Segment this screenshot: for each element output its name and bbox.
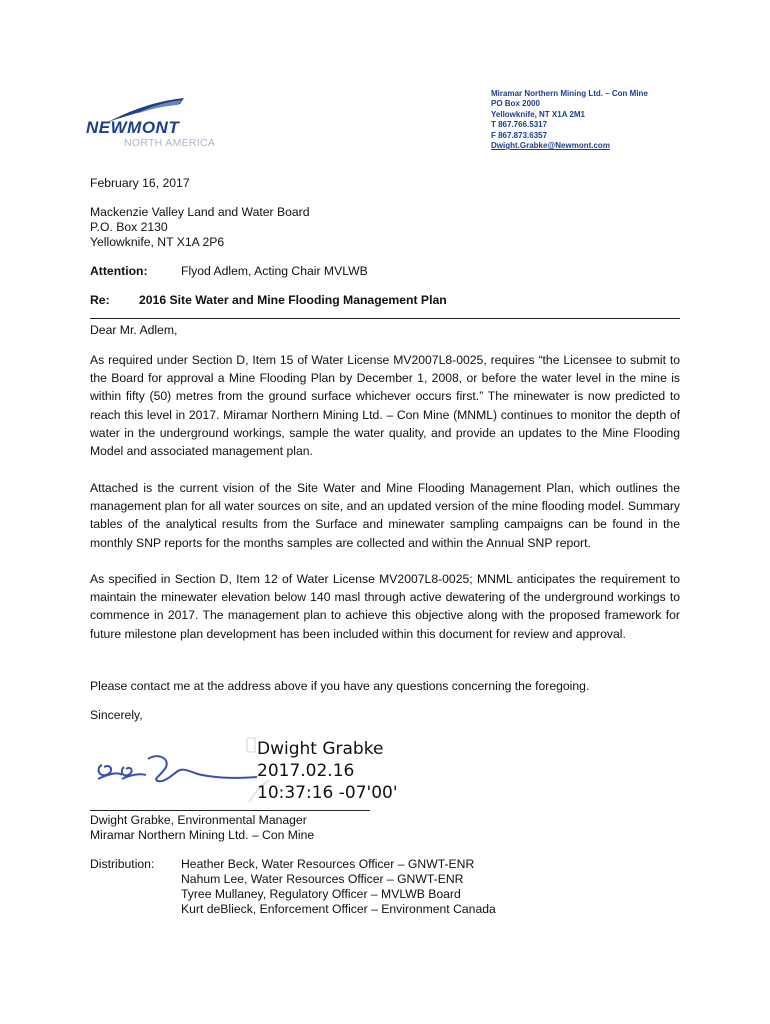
subject-line: 2016 Site Water and Mine Flooding Management Plan [139, 293, 447, 307]
recipient-line: Yellowknife, NT X1A 2P6 [90, 235, 225, 249]
recipient-line: Mackenzie Valley Land and Water Board [90, 205, 310, 219]
body-paragraph: Please contact me at the address above if you have any questions concerning the foregoing. [90, 679, 590, 693]
attention-label: Attention: [90, 264, 148, 278]
digital-signature-name: Dwight Grabke [257, 739, 384, 759]
sender-line: Yellowknife, NT X1A 2M1 [491, 109, 585, 119]
recipient-line: P.O. Box 2130 [90, 220, 168, 234]
closing: Sincerely, [90, 708, 143, 722]
distribution-item: Kurt deBlieck, Enforcement Officer – Environment Canada [181, 902, 496, 916]
sender-line: PO Box 2000 [491, 99, 540, 109]
distribution-item: Heather Beck, Water Resources Officer – GNWT-ENR [181, 857, 475, 871]
attention-value: Flyod Adlem, Acting Chair MVLWB [181, 264, 368, 278]
distribution-label: Distribution: [90, 857, 155, 871]
body-paragraph: As required under Section D, Item 15 of Water License MV2007L8-0025, requires “the Licensee to submit to the Board for approval a Mine Flooding Plan by December 1, 2008, or before the water level in the mine is within fifty (50) metres from the ground surface whichever occurs first.” The minewater is now predicted to reach this level in 2017. Miramar Northern Mining Ltd. – Con Mine (MNML) continues to monitor the depth of water in the underground workings, sample the water quality, and provide an updates to the Mine Flooding Model and associated management plan. [90, 353, 680, 459]
subject-divider [90, 318, 680, 319]
distribution-item: Nahum Lee, Water Resources Officer – GNWT-ENR [181, 872, 464, 886]
salutation: Dear Mr. Adlem, [90, 323, 178, 337]
sender-line: T 867.766.5317 [491, 120, 548, 130]
body-paragraph: As specified in Section D, Item 12 of Water License MV2007L8-0025; MNML anticipates the requirement to maintain the minewater elevation below 140 masl through active dewatering of the underground workings to commence in 2017. The management plan to achieve this objective along with the proposed framework for future milestone plan development has been included within this document for review and approval. [90, 572, 680, 641]
digital-signature [257, 738, 398, 804]
signer-company: Miramar Northern Mining Ltd. – Con Mine [90, 828, 315, 842]
digital-signature-date: 2017.02.16 [257, 761, 355, 781]
company-logo [86, 96, 226, 152]
signature-line [90, 810, 370, 811]
distribution-list [181, 857, 496, 917]
sender-email-link[interactable]: Dwight.Grabke@Newmont.com [491, 141, 610, 151]
signer-name: Dwight Grabke, Environmental Manager [90, 813, 307, 827]
sender-line: Miramar Northern Mining Ltd. – Con Mine [491, 89, 648, 98]
distribution-item: Tyree Mullaney, Regulatory Officer – MVLWB Board [181, 887, 461, 901]
handwritten-signature [92, 745, 267, 805]
signer-block [90, 813, 314, 843]
body-paragraph: Attached is the current vision of the Site Water and Mine Flooding Management Plan, which outlines the management plan for all water sources on site, and an updated version of the mine flooding model. Summary tables of the analytical results from the Surface and minewater sampling campaigns can be found in the monthly SNP reports for the months samples are collected and within the Annual SNP report. [90, 481, 680, 550]
subject-label: Re: [90, 293, 110, 307]
letter-date: February 16, 2017 [90, 176, 190, 190]
sender-line: F 867.873.6357 [491, 130, 548, 140]
logo-subtitle: NORTH AMERICA [124, 137, 216, 149]
digital-signature-time: 10:37:16 -07'00' [257, 783, 398, 803]
recipient-address [90, 205, 310, 250]
logo-wordmark: NEWMONT [86, 118, 180, 137]
sender-address [491, 89, 648, 151]
